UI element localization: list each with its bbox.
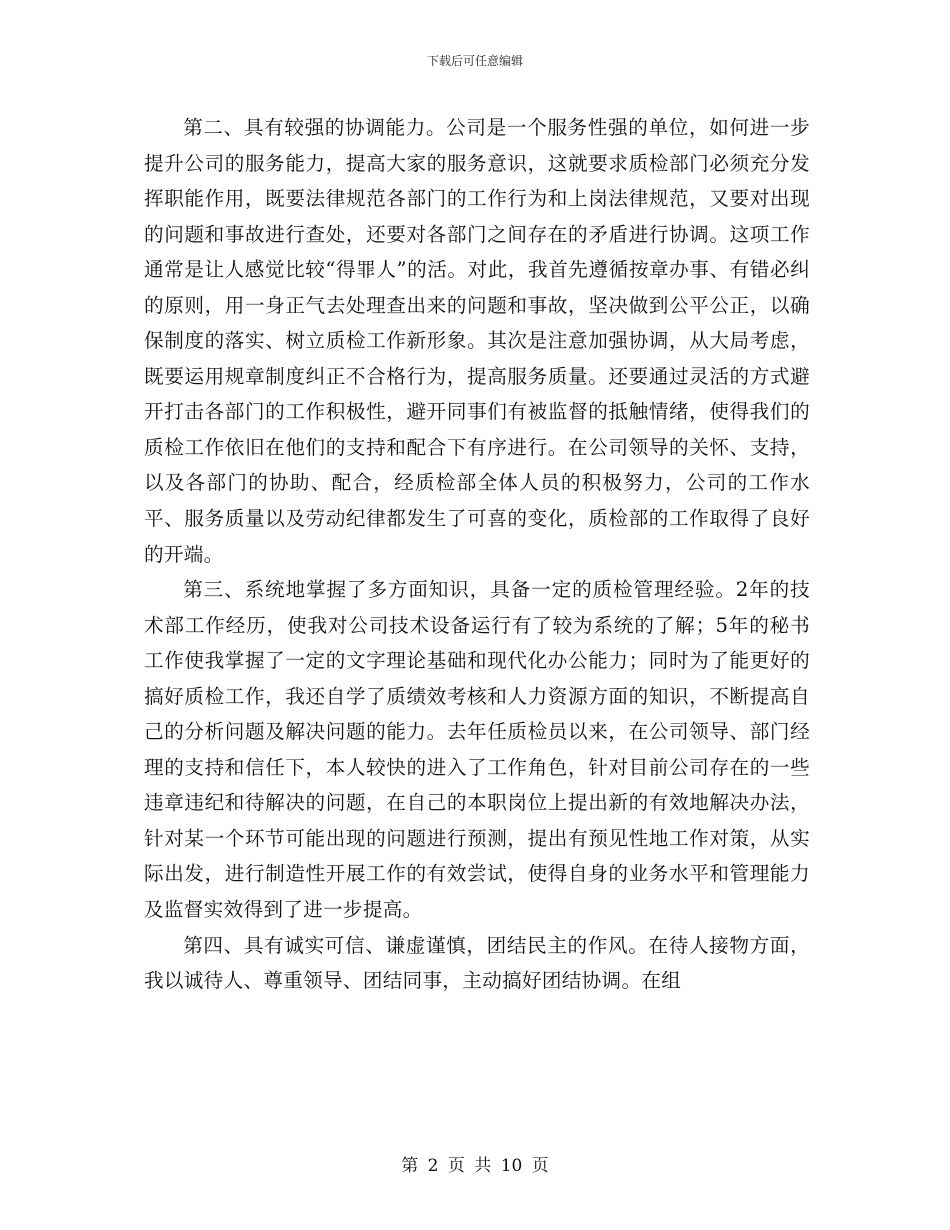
paragraph-knowledge: 第三、系统地掌握了多方面知识，具备一定的质检管理经验。2年的技术部工作经历，使我对公司技术设备运行有了较为系统的了解；5年的秘书工作使我掌握了一定的文字理论基础和现代化办公能力；同时为了能更好的搞好质检工作，我还自学了质绩效考核和人力资源方面的知识，不断提高自己的分析问题及解决问题的能力。去年任质检员以来，在公司领导、部门经理的支持和信任下，本人较快的进入了工作角色，针对目前公司存在的一些违章违纪和待解决的问题，在自己的本职岗位上提出新的有效地解决办法，针对某一个环节可能出现的问题进行预测，提出有预见性地工作对策，从实际出发，进行制造性开展工作的有效尝试，使得自身的业务水平和管理能力及监督实效得到了进一步提高。 [144, 578, 810, 922]
paragraph-integrity: 第四、具有诚实可信、谦虚谨慎，团结民主的作风。在待人接物方面，我以诚待人、尊重领导、团结同事，主动搞好团结协调。在组 [144, 933, 810, 993]
page-header: 下载后可任意编辑 [426, 54, 523, 68]
document-body [144, 110, 810, 999]
paragraph-coordination: 第二、具有较强的协调能力。公司是一个服务性强的单位，如何进一步提升公司的服务能力，提高大家的服务意识，这就要求质检部门必须充分发挥职能作用，既要法律规范各部门的工作行为和上岗法律规范，又要对出现的问题和事故进行查处，还要对各部门之间存在的矛盾进行协调。这项工作通常是让人感觉比较“得罪人”的活。对此，我首先遵循按章办事、有错必纠的原则，用一身正气去处理查出来的问题和事故，坚决做到公平公正，以确保制度的落实、树立质检工作新形象。其次是注意加强协调，从大局考虑，既要运用规章制度纠正不合格行为，提高服务质量。还要通过灵活的方式避开打击各部门的工作积极性，避开同事们有被监督的抵触情绪，使得我们的质检工作依旧在他们的支持和配合下有序进行。在公司领导的关怀、支持，以及各部门的协助、配合，经质检部全体人员的积极努力，公司的工作水平、服务质量以及劳动纪律都发生了可喜的变化，质检部的工作取得了良好的开端。 [144, 116, 810, 566]
page-footer: 第 2 页 共 10 页 [401, 1156, 549, 1176]
